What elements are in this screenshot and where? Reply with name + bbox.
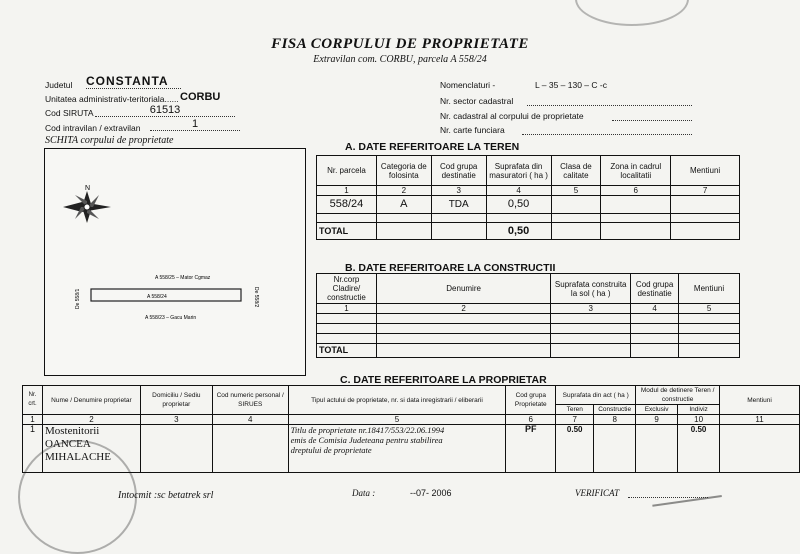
nomenclaturi-value: L – 35 – 130 – C -c	[535, 80, 607, 90]
subheader-teren: Teren	[556, 405, 594, 415]
schita-label: SCHITA corpului de proprietate	[45, 135, 174, 146]
header-mentiuni: Mentiuni	[671, 156, 740, 186]
cell-zona	[601, 196, 671, 214]
act-line: emis de Comisia Judeteana pentru stabilirea	[290, 435, 443, 445]
carte-label: Nr. carte funciara	[440, 125, 505, 135]
table-proprietar	[22, 385, 800, 473]
col-number: 6	[601, 186, 671, 196]
judet-value: CONSTANTA	[86, 74, 181, 89]
header-categoria: Categoria de folosinta	[376, 156, 431, 186]
col-number: 3	[551, 304, 631, 314]
total-value: 0,50	[486, 223, 551, 240]
col-number: 3	[431, 186, 486, 196]
header-cod-grupa-prop: Cod grupa Proprietate	[506, 386, 556, 415]
stamp-top-right	[575, 0, 689, 26]
col-number: 2	[376, 304, 550, 314]
act-proprietate	[288, 425, 506, 473]
header-clasa: Clasa de calitate	[551, 156, 601, 186]
data-value: --07- 2006	[410, 488, 452, 498]
header-suprafata-act: Suprafata din act ( ha )	[556, 386, 636, 405]
table-teren	[316, 155, 740, 240]
judet-label: Judetul	[45, 80, 73, 90]
col-number: 1	[317, 186, 377, 196]
cell-categoria: A	[376, 196, 431, 214]
sector-dots	[527, 96, 692, 106]
siruta-label: Cod SIRUTA	[45, 108, 94, 118]
indiviz-value: 0.50	[678, 425, 720, 473]
col-number: 9	[636, 415, 678, 425]
sketch-center-label: A 558/24	[147, 294, 167, 300]
header-nr-corp: Nr.corp Cladire/ constructie	[317, 274, 377, 304]
owner-name	[42, 425, 140, 473]
col-number: 2	[376, 186, 431, 196]
header-suprafata-constr: Suprafata construita la sol ( ha )	[551, 274, 631, 304]
header-nume: Nume / Denumire proprietar	[42, 386, 140, 415]
col-number: 3	[140, 415, 212, 425]
cell-mentiuni	[671, 196, 740, 214]
col-number: 4	[212, 415, 288, 425]
header-cod-grupa: Cod grupa destinatie	[431, 156, 486, 186]
header-mod-detinere: Modul de detinere Teren / constructie	[636, 386, 720, 405]
sketch-right-label: De 558/2	[253, 287, 259, 308]
act-line: Titlu de proprietate nr.18417/553/22.06.1994	[290, 425, 445, 435]
suprafata-teren: 0.50	[556, 425, 594, 473]
header-mentiuni: Mentiuni	[679, 274, 740, 304]
cod-grupa-prop: PF	[506, 425, 556, 473]
sector-label: Nr. sector cadastral	[440, 96, 514, 106]
cell-parcela: 558/24	[317, 196, 377, 214]
col-number: 1	[317, 304, 377, 314]
data-label: Data :	[352, 488, 376, 498]
col-number: 8	[594, 415, 636, 425]
sketch-drawing	[45, 149, 305, 375]
col-number: 2	[42, 415, 140, 425]
total-label: TOTAL	[317, 223, 377, 240]
table-row: 1 Mostenitorii OANCEA MIHALACHE Titlu de proprietate nr.18417/553/22.06.1994 emis de Comisia Judeteana pentru stabilirea dreptului de proprietate PF 0.50 0.50	[23, 425, 800, 473]
owner-line: OANCEA	[44, 438, 91, 450]
uat-value: CORBU	[180, 91, 221, 103]
intocmit-label: Intocmit :sc betatrek srl	[118, 490, 214, 501]
col-number: 4	[631, 304, 679, 314]
col-number: 5	[551, 186, 601, 196]
header-zona: Zona in cadrul localitatii	[601, 156, 671, 186]
col-number: 7	[556, 415, 594, 425]
section-a-title: A. DATE REFERITOARE LA TEREN	[345, 141, 520, 153]
col-number: 4	[486, 186, 551, 196]
cell-cod-grupa: TDA	[431, 196, 486, 214]
north-label: N	[85, 185, 91, 192]
owner-line: Mostenitorii	[44, 425, 100, 437]
header-suprafata: Suprafata din masuratori ( ha )	[486, 156, 551, 186]
header-mentiuni: Mentiuni	[720, 386, 800, 415]
header-domiciliu: Domiciliu / Sediu proprietar	[140, 386, 212, 415]
col-number: 11	[720, 415, 800, 425]
page-title: FISA CORPULUI DE PROPRIETATE	[271, 36, 529, 52]
total-row	[317, 344, 740, 358]
section-b-title: B. DATE REFERITOARE LA CONSTRUCTII	[345, 262, 556, 274]
intravilan-value: 1	[150, 118, 240, 131]
table-constructii	[316, 273, 740, 358]
header-cnp: Cod numeric personal / SIRUES	[212, 386, 288, 415]
header-denumire: Denumire	[376, 274, 550, 304]
subheader-indiviz: Indiviz	[678, 405, 720, 415]
cell-clasa	[551, 196, 601, 214]
nomenclaturi-label: Nomenclaturi -	[440, 80, 496, 90]
header-nr-parcela: Nr. parcela	[317, 156, 377, 186]
total-label: TOTAL	[317, 344, 377, 358]
corp-dots	[612, 111, 692, 121]
sketch-bottom-label: A 558/23 – Gacu Marin	[145, 315, 197, 321]
subheader-constructie: Constructie	[594, 405, 636, 415]
subheader-exclusiv: Exclusiv	[636, 405, 678, 415]
total-row	[317, 223, 740, 240]
col-number: 1	[23, 415, 43, 425]
carte-dots	[522, 125, 692, 135]
sketch-left-label: De 558/1	[75, 288, 81, 309]
compass-rose-icon	[63, 191, 111, 223]
header-cod-grupa: Cod grupa destinatie	[631, 274, 679, 304]
header-nr-crt: Nr. crt.	[23, 386, 43, 415]
verificat-label: VERIFICAT	[575, 488, 620, 498]
sketch-box	[44, 148, 306, 376]
col-number: 10	[678, 415, 720, 425]
owner-line: MIHALACHE	[44, 451, 111, 463]
uat-label: Unitatea administrativ-teritoriala......	[45, 94, 179, 104]
col-number: 5	[679, 304, 740, 314]
corp-label: Nr. cadastral al corpului de proprietate	[440, 111, 584, 121]
page-subtitle: Extravilan com. CORBU, parcela A 558/24	[313, 54, 487, 65]
col-number: 7	[671, 186, 740, 196]
verificat-dots	[628, 488, 708, 498]
col-number: 5	[288, 415, 506, 425]
intravilan-label: Cod intravilan / extravilan	[45, 123, 141, 133]
sketch-top-label: A 558/25 – Mator Cgmaz	[155, 275, 211, 281]
section-c-title: C. DATE REFERITOARE LA PROPRIETAR	[340, 374, 547, 386]
siruta-value: 61513	[95, 104, 235, 117]
act-line: dreptului de proprietate	[290, 445, 372, 455]
cell-suprafata: 0,50	[486, 196, 551, 214]
table-row	[317, 196, 740, 214]
col-number: 6	[506, 415, 556, 425]
header-tip-act: Tipul actului de proprietate, nr. si data inregistrarii / eliberarii	[288, 386, 506, 415]
